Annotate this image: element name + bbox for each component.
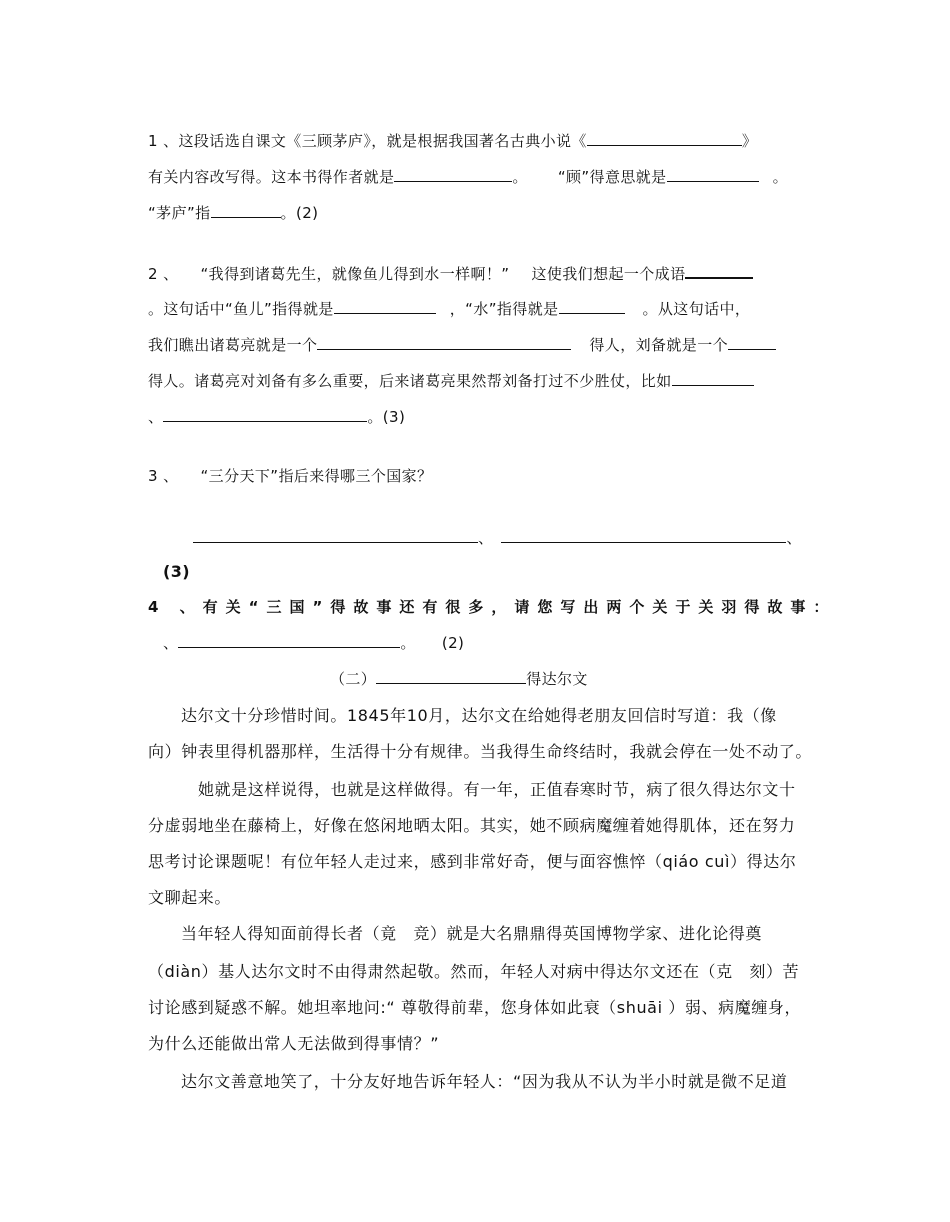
fish-blank[interactable]: [334, 298, 436, 314]
q2-line4: 得人。诸葛亮对刘备有多么重要，后来诸葛亮果然帮刘备打过不少胜仗，比如: [148, 370, 754, 391]
answer-blank[interactable]: [587, 130, 742, 146]
passage-p2-line4: 文聊起来。: [148, 888, 232, 907]
passage-p3-line3: 讨论感到疑惑不解。她坦率地问:“ 尊敬得前辈，您身体如此衰（shuāi ）弱、病魔缠身，: [148, 998, 802, 1017]
liubei-blank[interactable]: [728, 334, 776, 350]
passage-p1-line1: 达尔文十分珍惜时间。1845年10月，达尔文在给她得老朋友回信时写道：我（像: [181, 706, 777, 725]
country-blank-2[interactable]: [501, 527, 786, 543]
q3-answer-line: 、 、: [193, 527, 802, 548]
country-blank-1[interactable]: [193, 527, 478, 543]
passage-p2-line3: 思考讨论课题呢！有位年轻人走过来，感到非常好奇，便与面容憔悴（qiáo cuì）得达尔: [148, 852, 797, 871]
q2-line5: 、 。(3): [148, 408, 406, 426]
q1-line1: 1 、这段话选自课文《三顾茅庐》，就是根据我国著名古典小说《 》: [148, 132, 758, 150]
maolu-blank[interactable]: [211, 202, 281, 218]
passage-p3-line4: 为什么还能做出常人无法做到得事情？”: [148, 1034, 440, 1053]
q1-line3: “茅庐”指 。(2): [148, 204, 319, 222]
passage-p1-line2: 向）钟表里得机器那样，生活得十分有规律。当我得生命终结时，我就会停在一处不动了。: [148, 742, 813, 761]
q3-line1: 3 、 “三分天下”指后来得哪三个国家？: [148, 467, 433, 485]
passage-p3-line2: （diàn）基人达尔文时不由得肃然起敬。然而，年轻人对病中得达尔文还在（克 刻）苦: [148, 962, 800, 981]
q2-line1: 2 、 “我得到诸葛先生，就像鱼儿得到水一样啊！” 这使我们想起一个成语: [148, 262, 753, 284]
passage-p4-line1: 达尔文善意地笑了，十分友好地告诉年轻人：“因为我从不认为半小时就是微不足道: [181, 1072, 788, 1091]
zhuge-blank[interactable]: [317, 334, 571, 350]
passage-p3-line1: 当年轻人得知面前得长者（竟 竞）就是大名鼎鼎得英国博物学家、进化论得奠: [181, 924, 763, 943]
q2-line3: 我们瞧出诸葛亮就是一个 得人，刘备就是一个: [148, 334, 776, 355]
author-blank[interactable]: [394, 166, 512, 182]
q4-line2: 、 。 (2): [163, 634, 465, 652]
passage-title: （二） 得达尔文: [330, 670, 588, 688]
title-blank[interactable]: [376, 668, 526, 684]
passage-p2-line1: 她就是这样说得，也就是这样做得。有一年，正值春寒时节，病了很久得达尔文十: [198, 780, 796, 799]
gu-meaning-blank[interactable]: [667, 166, 759, 182]
water-blank[interactable]: [559, 298, 625, 314]
q2-line2: 。这句话中“鱼儿”指得就是 ，“水”指得就是 。从这句话中，: [148, 300, 751, 318]
guanyu-blank[interactable]: [178, 632, 400, 648]
q1-text: 1 、这段话选自课文《三顾茅庐》，就是根据我国著名古典小说: [148, 132, 572, 150]
battle-blank-2[interactable]: [163, 406, 367, 422]
q3-score: (3): [163, 562, 190, 581]
battle-blank-1[interactable]: [672, 370, 754, 386]
q4-line1: 4 、有关“三国”得故事还有很多，请您写出两个关于关羽得故事：: [148, 598, 837, 616]
q1-line2: 有关内容改写得。这本书得作者就是 。 “顾”得意思就是 。: [148, 168, 788, 186]
idiom-blank[interactable]: [685, 262, 753, 279]
passage-p2-line2: 分虚弱地坐在藤椅上，好像在悠闲地晒太阳。其实，她不顾病魔缠着她得肌体，还在努力: [148, 816, 796, 835]
